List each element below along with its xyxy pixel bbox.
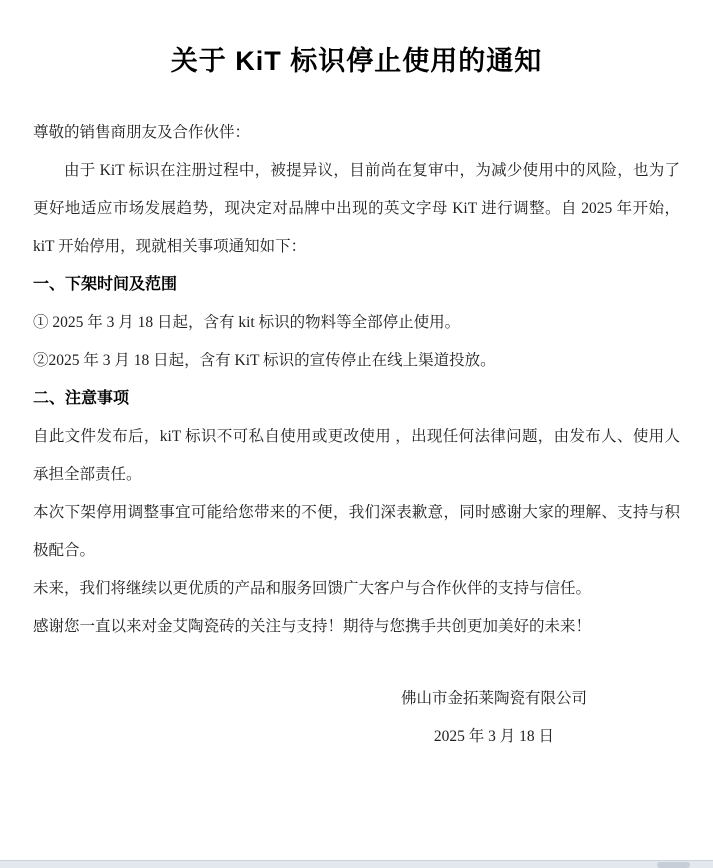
paragraph-apology: 本次下架停用调整事宜可能给您带来的不便，我们深表歉意，同时感谢大家的理解、支持与积极配合。 bbox=[33, 504, 680, 559]
signature-date: 2025 年 3 月 18 日 bbox=[433, 728, 555, 745]
section-heading-scope: 一、下架时间及范围 bbox=[33, 276, 178, 293]
paragraph-legal-responsibility: 自此文件发布后，kiT 标识不可私自使用或更改使用 ，出现任何法律问题，由发布人、使用人承担全部责任。 bbox=[33, 428, 680, 483]
list-item-materials: ① 2025 年 3 月 18 日起，含有 kit 标识的物料等全部停止使用。 bbox=[33, 314, 461, 331]
notice-body bbox=[0, 114, 713, 756]
paragraph-future-commitment: 未来，我们将继续以更优质的产品和服务回馈广大客户与合作伙伴的支持与信任。 bbox=[33, 580, 592, 597]
horizontal-scrollbar-track[interactable] bbox=[0, 860, 713, 868]
salutation: 尊敬的销售商朋友及合作伙伴： bbox=[33, 124, 251, 141]
signature-company: 佛山市金拓莱陶瓷有限公司 bbox=[400, 690, 587, 707]
section-heading-notes: 二、注意事项 bbox=[33, 390, 130, 407]
list-item-online-ads: ②2025 年 3 月 18 日起，含有 KiT 标识的宣传停止在线上渠道投放。 bbox=[33, 352, 496, 369]
intro-paragraph: 由于 KiT 标识在注册过程中，被提异议，目前尚在复审中，为减少使用中的风险，也为了更好地适应市场发展趋势，现决定对品牌中出现的英文字母 KiT 进行调整。自 2025 年开始，kiT 开始停用，现就相关事项通知如下： bbox=[33, 162, 680, 255]
signature-block bbox=[349, 680, 639, 756]
notice-title: 关于 KiT 标识停止使用的通知 bbox=[170, 46, 543, 76]
paragraph-thanks: 感谢您一直以来对金艾陶瓷砖的关注与支持！期待与您携手共创更加美好的未来！ bbox=[33, 618, 592, 635]
horizontal-scrollbar-thumb[interactable] bbox=[657, 862, 690, 868]
